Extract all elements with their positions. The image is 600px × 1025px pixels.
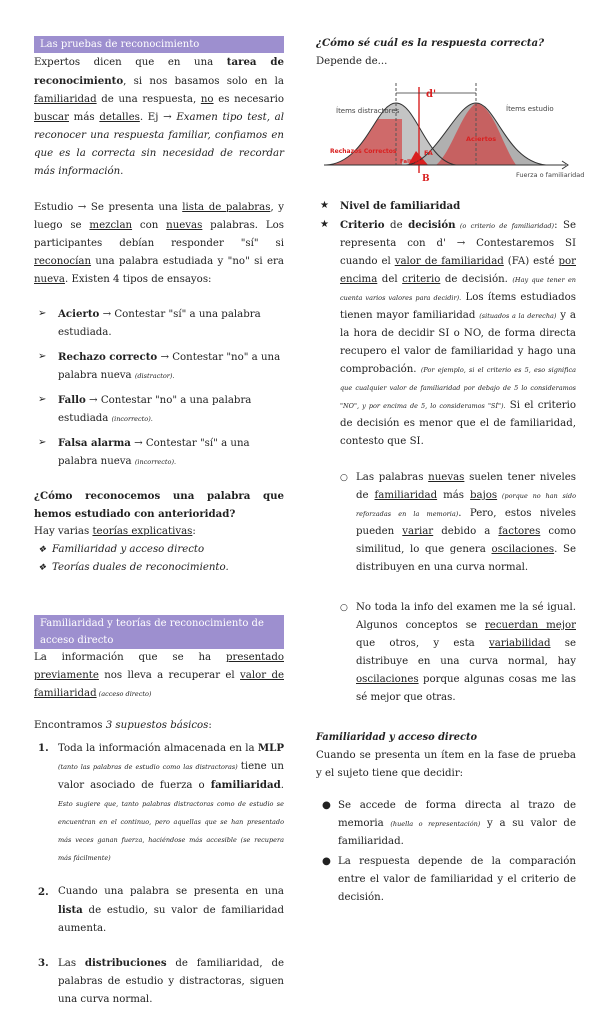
list-item: ★ Nivel de familiaridad — [320, 200, 461, 212]
rechazos-label: Rechazos Correctos — [330, 148, 397, 155]
section-header-reconocimiento: Las pruebas de reconocimiento — [34, 36, 284, 53]
list-item: 1. Toda la información almacenada en la MLP (tanto las palabras de estudio como las distractoras) tiene un valor asociado de fuerza o familiaridad. Esto sugiere que, tanto palabras distractoras como de estudio se encuentran en el continuo, pero aquellas que se han presentado más veces ganan fuerza, haciéndose más accesible (se recupera más fácilmente) — [38, 742, 284, 862]
list-item: ➢ Fallo → Contestar "no" a una palabra estudiada (incorrecto). — [38, 394, 252, 424]
signal-detection-figure — [316, 73, 585, 184]
fa-label: FA — [424, 149, 433, 157]
estudio-label: Ítems estudio — [506, 105, 554, 113]
stars-list — [316, 197, 576, 451]
dots-list — [316, 797, 576, 907]
right-question: ¿Cómo sé cuál es la respuesta correcta? Depende de... — [316, 37, 545, 67]
rechazos-region — [326, 119, 402, 165]
sub-intro: Cuando se presenta un ítem en la fase de prueba y el sujeto tiene que decidir: — [316, 750, 576, 779]
supuestos-intro: Encontramos 3 supuestos básicos: — [34, 720, 212, 731]
intro-paragraph: Expertos dicen que en una tarea de reconocimiento, si nos basamos solo en la familiaridad de una respuesta, no es necesario buscar más detalles. Ej → Examen tipo test, al reconocer una respuesta familiar, confiamos en que es la correcta sin necesidad de recordar más información. — [34, 56, 284, 177]
list-item: ● Se accede de forma directa al trazo de memoria (huella o representación) y a su valor de familiaridad. — [322, 800, 576, 847]
right-column — [316, 30, 585, 909]
question-heading: ¿Cómo reconocemos una palabra que hemos estudiado con anterioridad? — [34, 490, 284, 520]
d-prime-label: d' — [426, 89, 437, 100]
info-paragraph: La información que se ha presentado previamente nos lleva a recuperar el valor de familiaridad (acceso directo) — [34, 652, 284, 699]
list-item: ➢ Acierto → Contestar "sí" a una palabra estudiada. — [38, 308, 261, 338]
list-item: ❖ Teorías duales de reconocimiento. — [38, 562, 229, 573]
fallos-label: Fallos — [400, 159, 418, 165]
list-item: ● La respuesta depende de la comparación entre el valor de familiaridad y el criterio de decisión. — [322, 856, 576, 903]
list-item: ★ Criterio de decisión (o criterio de familiaridad): Se representa con d' → Contestaremos SI cuando el valor de familiaridad (FA) esté por encima del criterio de decisión. (Hay que tener en cuenta varios valores para decidir). Los ítems estudiados tienen mayor familiaridad (situados a la derecha) y a la hora de decidir SI o NO, de forma directa recupero el valor de familiaridad y hago una comprobación. (Por ejemplo, si el criterio es 5, eso significa que cualquier valor de familiaridad por debajo de 5 lo consideramos "NO", y por encima de 5, lo consideramos "SÍ"). Si el criterio de decisión es menor que el de familiaridad, contesto que SI. — [320, 219, 577, 447]
list-item: 2. Cuando una palabra se presenta en una lista de estudio, su valor de familiaridad aumenta. — [38, 886, 284, 934]
signal-detection-svg — [316, 73, 585, 184]
list-item: ○ Las palabras nuevas suelen tener niveles de familiaridad más bajos (porque no han sido reforzadas en la memoria). Pero, estos niveles pueden variar debido a factores como similitud, lo que genera oscilaciones. Se distribuyen en una curva normal. — [340, 472, 576, 573]
left-column — [34, 30, 284, 1025]
list-item: ○ No toda la info del examen me la sé igual. Algunos conceptos se recuerdan mejor que otros, y esta variabilidad se distribuye en una curva normal, hay oscilaciones porque algunas cosas me las sé mejor que otras. — [340, 602, 576, 703]
sub-title: Familiaridad y acceso directo — [316, 732, 478, 743]
list-item: 3. Las distribuciones de familiaridad, de palabras de estudio y distractoras, siguen una curva normal. — [38, 957, 284, 1005]
theories-list — [34, 541, 284, 577]
axis-label: Fuerza o familiaridad — [516, 171, 585, 179]
list-item: ➢ Rechazo correcto → Contestar "no" a una palabra nueva (distractor). — [38, 351, 281, 381]
section-header-familiaridad: Familiaridad y teorías de reconocimiento de acceso directo — [34, 615, 284, 649]
b-label: B — [422, 174, 430, 184]
assumptions-list — [34, 739, 284, 1009]
trial-types-list — [34, 305, 284, 471]
distractores-label: Ítems distractores — [336, 107, 400, 115]
estudio-paragraph: Estudio → Se presenta una lista de palabras, y luego se mezclan con nuevas palabras. Los participantes debían responder "sí" si reconocían una palabra estudiada y "no" si era nueva. Existen 4 tipos de ensayos: — [34, 202, 284, 285]
circles-list — [316, 469, 576, 707]
list-item: ➢ Falsa alarma → Contestar "sí" a una palabra nueva (incorrecto). — [38, 437, 250, 467]
list-item: ❖ Familiaridad y acceso directo — [38, 544, 205, 555]
aciertos-label: Aciertos — [466, 135, 497, 143]
theories-intro: Hay varias teorías explicativas: — [34, 526, 196, 537]
